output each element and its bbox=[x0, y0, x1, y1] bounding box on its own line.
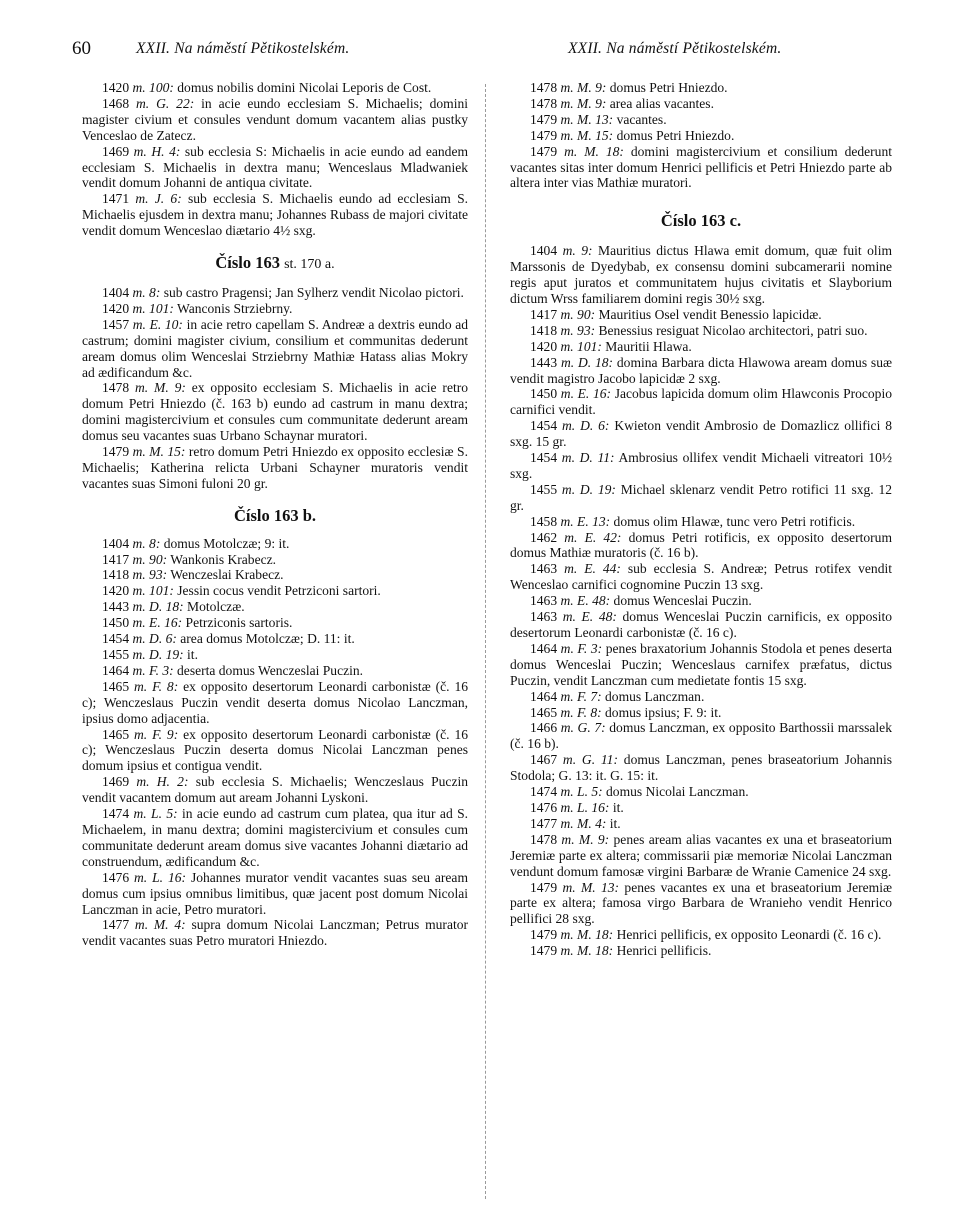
entry-year: 1464 bbox=[530, 640, 558, 656]
entry-reference: m. F. 7: bbox=[560, 688, 602, 704]
record-entry bbox=[82, 552, 468, 568]
entry-year: 1463 bbox=[530, 593, 558, 609]
entry-year: 1454 bbox=[530, 418, 558, 434]
entry-year: 1478 bbox=[530, 831, 558, 847]
entry-reference: m. M. 15: bbox=[560, 127, 614, 143]
entry-year: 1420 bbox=[102, 80, 130, 95]
entry-reference: m. E. 48: bbox=[562, 609, 617, 625]
entry-reference: m. D. 19: bbox=[132, 647, 184, 662]
entry-year: 1465 bbox=[102, 726, 130, 742]
entry-text: ex opposito desertorum Leonardi carbonistæ (č. 16 c); Wenczeslaus Puczin vendit deserta domus Nicolao Lanczman, ipsius domo adjacentia. bbox=[82, 678, 469, 726]
page-number: 60 bbox=[72, 38, 91, 59]
entry-year: 1479 bbox=[530, 879, 558, 895]
entry-year: 1457 bbox=[102, 316, 130, 332]
entry-text: Jessin cocus vendit Petrziconi sartori. bbox=[177, 583, 381, 599]
record-entry bbox=[82, 96, 468, 144]
record-entry bbox=[82, 774, 468, 806]
entry-text: ex opposito desertorum Leonardi carbonistæ (č. 16 c); Wenczeslaus Puczin deserta domus Nicolai Lanczman penes domum ipsius et contigua vendit. bbox=[82, 726, 469, 774]
entry-reference: m. D. 18: bbox=[132, 599, 184, 615]
entry-group bbox=[82, 80, 468, 239]
entry-reference: m. M. 9: bbox=[560, 95, 607, 111]
entry-reference: m. L. 5: bbox=[560, 784, 603, 800]
record-entry bbox=[82, 583, 468, 599]
entry-text: domus Motolczæ; 9: it. bbox=[163, 535, 290, 551]
record-entry bbox=[510, 561, 892, 593]
entry-reference: m. F. 8: bbox=[560, 704, 602, 720]
entry-text: deserta domus Wenczeslai Puczin. bbox=[177, 662, 364, 678]
record-entry bbox=[82, 806, 468, 870]
entry-text: Benessius resiguat Nicolao architectori, patri suo. bbox=[598, 322, 868, 338]
entry-text: Mauritius dictus Hlawa emit domum, quæ fuit olim Marssonis de Dyedybab, ex consensu domini subcamerarii nomine regis aput juratos et communitatem hujus civitatis et Slayborium dictum Wrss familiarem domini regis 30½ sxg. bbox=[510, 243, 892, 306]
entry-reference: m. E. 16: bbox=[132, 615, 183, 631]
entry-text: vacantes. bbox=[616, 111, 667, 127]
entry-reference: m. M. 18: bbox=[560, 943, 614, 959]
entry-year: 1474 bbox=[530, 784, 558, 800]
entry-reference: m. F. 8: bbox=[134, 678, 179, 694]
running-title-left: XXII. Na náměstí Pětikostelském. bbox=[136, 40, 350, 57]
record-entry bbox=[510, 927, 892, 943]
entry-reference: m. 101: bbox=[132, 300, 174, 316]
entry-reference: m. M. 13: bbox=[560, 111, 614, 127]
record-entry bbox=[82, 599, 468, 615]
entry-reference: m. F. 3: bbox=[132, 662, 174, 678]
right-column bbox=[510, 80, 892, 959]
entry-reference: m. 90: bbox=[560, 306, 596, 322]
record-entry bbox=[82, 663, 468, 679]
heading-sub: st. 170 a. bbox=[284, 257, 335, 273]
entry-year: 1450 bbox=[102, 615, 130, 631]
entry-text: domus Wenceslai Puczin. bbox=[613, 593, 752, 609]
entry-year: 1462 bbox=[530, 529, 558, 545]
entry-text: Johannes murator vendit vacantes suas seu aream domus cum ipsius omnibus limitibus, quæ jacent post domum Nicolai Lanczman in acie, Petro muratori. bbox=[82, 869, 468, 917]
entry-text: ex opposito ecclesiam S. Michaelis in acie retro domum Petri Hniezdo (č. 163 b) eundo ad castrum in manu dextra; domini magistercivium et consules cum communitate dederunt aream domus seu vacantes suas Urbano Schaynar muratori. bbox=[82, 380, 469, 444]
record-entry bbox=[82, 917, 468, 949]
entry-text: it. bbox=[609, 815, 621, 831]
record-entry bbox=[510, 307, 892, 323]
entry-year: 1454 bbox=[530, 450, 558, 466]
entry-year: 1471 bbox=[102, 191, 130, 207]
record-entry bbox=[82, 870, 468, 918]
entry-text: sub castro Pragensi; Jan Sylherz vendit Nicolao pictori. bbox=[163, 284, 464, 300]
heading-main: Číslo 163 c. bbox=[660, 211, 742, 231]
record-entry bbox=[82, 191, 468, 239]
entry-reference: m. H. 2: bbox=[136, 774, 189, 790]
entry-text: supra domum Nicolai Lanczman; Petrus murator vendit vacantes suas Petro muratori Hniezdo. bbox=[82, 917, 469, 949]
record-entry bbox=[510, 418, 892, 450]
entry-group bbox=[510, 80, 892, 191]
entry-text: domina Barbara dicta Hlawowa aream domus suæ vendit magistro Jacobo lapicidæ 2 sxg. bbox=[510, 354, 893, 386]
entry-reference: m. 101: bbox=[132, 583, 174, 599]
entry-text: Jacobus lapicida domum olim Hlawconis Procopio carnifici vendit. bbox=[510, 386, 892, 418]
entry-text: domus Lanczman, ex opposito Barthossii marssalek (č. 16 b). bbox=[510, 720, 892, 752]
record-entry bbox=[510, 144, 892, 192]
record-entry bbox=[510, 880, 892, 928]
entry-year: 1417 bbox=[530, 306, 558, 322]
entry-text: sub ecclesia S: Michaelis in acie eundo ad eandem ecclesiam S. Michaelis in dextra manu; Wenceslaus Mladwaniek vendit domum Johanni de antiqua civitate. bbox=[82, 143, 468, 191]
entry-text: Henrici pellificis. bbox=[616, 943, 712, 959]
entry-text: in acie eundo ad castrum cum platea, qua itur ad S. Michaelem, in manu dextra; domini magistercivium et consules cum communitate dederunt aream domus sive vacantes Johanni diætario ad construendum, ædificandum &c. bbox=[82, 806, 469, 869]
section-heading-163b bbox=[82, 505, 468, 525]
entry-year: 1474 bbox=[102, 806, 130, 822]
section-heading-163c bbox=[510, 213, 892, 229]
entry-year: 1463 bbox=[530, 609, 558, 625]
entry-reference: m. L. 16: bbox=[560, 799, 610, 815]
entry-reference: m. D. 6: bbox=[132, 631, 177, 647]
entry-reference: m. M. 15: bbox=[132, 444, 186, 460]
entry-text: Wankonis Krabecz. bbox=[170, 551, 277, 567]
entry-year: 1418 bbox=[530, 322, 558, 338]
record-entry bbox=[510, 80, 892, 96]
record-entry bbox=[510, 482, 892, 514]
entry-reference: m. 8: bbox=[132, 535, 161, 551]
entry-reference: m. E. 16: bbox=[560, 386, 612, 402]
record-entry bbox=[510, 386, 892, 418]
entry-year: 1443 bbox=[530, 354, 558, 370]
entry-group bbox=[82, 536, 468, 950]
record-entry bbox=[510, 832, 892, 880]
record-entry bbox=[510, 816, 892, 832]
entry-text: domus Wenceslai Puczin carnificis, ex opposito desertorum Leonardi carbonistæ (č. 16 c). bbox=[510, 609, 892, 640]
record-entry bbox=[82, 444, 468, 492]
entry-text: it. bbox=[187, 647, 198, 662]
entry-reference: m. M. 9: bbox=[561, 831, 610, 847]
entry-text: domus ipsius; F. 9: it. bbox=[605, 704, 722, 720]
entry-text: domus nobilis domini Nicolai Leporis de Cost. bbox=[177, 80, 432, 95]
record-entry bbox=[510, 339, 892, 355]
entry-reference: m. L. 16: bbox=[134, 869, 187, 885]
entry-reference: m. M. 18: bbox=[564, 143, 624, 159]
record-entry bbox=[510, 96, 892, 112]
entry-group bbox=[82, 285, 468, 492]
entry-reference: m. F. 9: bbox=[134, 726, 179, 742]
entry-reference: m. E. 10: bbox=[132, 316, 183, 332]
entry-text: sub ecclesia S. Andreæ; Petrus rotifex vendit Wenceslao carnifici cognomine Puczin 13 sxg. bbox=[510, 561, 892, 593]
column-divider bbox=[485, 84, 486, 1199]
entry-year: 1464 bbox=[530, 688, 558, 704]
entry-text: Mauritii Hlawa. bbox=[605, 338, 692, 354]
entry-text: penes braxatorium Johannis Stodola et penes deserta domus Wenceslai Puczin; Wenceslaus carnifex præfatus, dictus Puczin, vendit Lanczman cum medietate fontis 15 sxg. bbox=[510, 640, 893, 688]
record-entry bbox=[82, 631, 468, 647]
entry-text: sub ecclesia S. Michaelis eundo ad ecclesiam S. Michaelis ejusdem in dextra manu; Johannes Rubass de majori civitate vendit domum Wenceslao diætario 4½ sxg. bbox=[82, 191, 469, 239]
running-title-right: XXII. Na náměstí Pětikostelském. bbox=[568, 40, 782, 57]
record-entry bbox=[82, 727, 468, 775]
entry-year: 1455 bbox=[102, 647, 130, 662]
entry-year: 1476 bbox=[102, 869, 130, 885]
entry-reference: m. D. 18: bbox=[560, 354, 614, 370]
entry-year: 1443 bbox=[102, 599, 130, 615]
entry-year: 1465 bbox=[530, 704, 558, 720]
entry-reference: m. D. 19: bbox=[561, 481, 616, 497]
entry-year: 1420 bbox=[530, 338, 558, 354]
record-entry bbox=[82, 144, 468, 192]
entry-year: 1478 bbox=[530, 80, 558, 95]
record-entry bbox=[510, 752, 892, 784]
entry-year: 1420 bbox=[102, 583, 130, 599]
entry-year: 1417 bbox=[102, 551, 130, 567]
entry-reference: m. E. 42: bbox=[564, 529, 622, 545]
entry-reference: m. M. 9: bbox=[560, 80, 607, 95]
entry-year: 1458 bbox=[530, 513, 558, 529]
entry-year: 1469 bbox=[102, 774, 130, 790]
entry-year: 1455 bbox=[530, 481, 558, 497]
record-entry bbox=[82, 285, 468, 301]
entry-year: 1479 bbox=[530, 127, 558, 143]
entry-text: domini magistercivium et consilium dederunt vacantes sitas inter domum Henrici pellificis et Petri Hniezdo parte ab altera inter vias Mathiæ muratori. bbox=[510, 143, 892, 191]
entry-reference: m. D. 6: bbox=[562, 418, 610, 434]
record-entry bbox=[510, 593, 892, 609]
record-entry bbox=[82, 317, 468, 381]
entry-year: 1468 bbox=[102, 95, 130, 111]
record-entry bbox=[510, 514, 892, 530]
entry-year: 1478 bbox=[102, 380, 130, 396]
record-entry bbox=[82, 380, 468, 444]
entry-year: 1469 bbox=[102, 143, 130, 159]
entry-text: Henrici pellificis, ex opposito Leonardi (č. 16 c). bbox=[616, 927, 882, 943]
entry-reference: m. F. 3: bbox=[560, 640, 603, 656]
entry-text: domus Lanczman. bbox=[605, 688, 705, 704]
entry-year: 1464 bbox=[102, 662, 130, 678]
record-entry bbox=[82, 80, 468, 96]
entry-year: 1467 bbox=[530, 752, 558, 768]
record-entry bbox=[510, 641, 892, 689]
entry-text: penes vacantes ex una et braseatorium Jeremiæ parte ex altera; famosa virgo Barbara de Wranieho vendit Henrico pellifici 28 sxg. bbox=[510, 879, 892, 927]
record-entry bbox=[82, 301, 468, 317]
entry-reference: m. M. 18: bbox=[560, 927, 614, 943]
entry-text: domus Nicolai Lanczman. bbox=[606, 784, 749, 800]
entry-reference: m. 93: bbox=[132, 567, 168, 583]
entry-text: in acie retro capellam S. Andreæ a dextris eundo ad castrum; domini magister civium, consilium et communitas dederunt aream domus olim Wenceslai Strziebrny Mathiæ Hatass alias Mokry ad ædificandum &c. bbox=[82, 316, 469, 380]
entry-reference: m. E. 44: bbox=[564, 561, 621, 577]
entry-text: Ambrosius ollifex vendit Michaeli vitreatori 10½ sxg. bbox=[510, 450, 893, 481]
record-entry bbox=[510, 450, 892, 482]
heading-main: Číslo 163 b. bbox=[233, 505, 317, 525]
record-entry bbox=[82, 679, 468, 727]
entry-year: 1478 bbox=[530, 95, 558, 111]
entry-text: Wenczeslai Krabecz. bbox=[170, 567, 284, 583]
entry-reference: m. E. 13: bbox=[560, 513, 611, 529]
entry-year: 1479 bbox=[530, 943, 558, 959]
entry-text: penes aream alias vacantes ex una et braseatorium Jeremiæ parte ex altera; commissarii piæ memoriæ Nicolai Lanczman vendunt domum famosæ virgini Barbaræ de Wranie Camenice 24 sxg. bbox=[510, 831, 893, 879]
entry-text: area alias vacantes. bbox=[609, 95, 714, 111]
record-entry bbox=[510, 112, 892, 128]
entry-group bbox=[510, 243, 892, 959]
entry-reference: m. G. 22: bbox=[136, 95, 195, 111]
entry-reference: m. 8: bbox=[132, 284, 161, 300]
record-entry bbox=[510, 530, 892, 562]
entry-text: area domus Motolczæ; D. 11: it. bbox=[180, 631, 355, 647]
entry-year: 1477 bbox=[530, 815, 558, 831]
entry-year: 1479 bbox=[530, 143, 558, 159]
entry-reference: m. J. 6: bbox=[135, 191, 182, 207]
entry-text: domus olim Hlawæ, tunc vero Petri rotificis. bbox=[613, 513, 856, 529]
record-entry bbox=[510, 705, 892, 721]
entry-text: sub ecclesia S. Michaelis; Wenczeslaus Puczin vendit vacantem domum aut aream Johanni Lyskoni. bbox=[82, 774, 468, 806]
entry-reference: m. 90: bbox=[132, 551, 168, 567]
record-entry bbox=[510, 800, 892, 816]
entry-reference: m. 100: bbox=[132, 80, 174, 95]
entry-year: 1404 bbox=[102, 284, 130, 300]
section-heading-163a bbox=[82, 255, 468, 273]
record-entry bbox=[510, 243, 892, 307]
record-entry bbox=[510, 720, 892, 752]
entry-reference: m. G. 11: bbox=[562, 752, 618, 768]
record-entry bbox=[510, 943, 892, 959]
entry-year: 1479 bbox=[530, 927, 558, 943]
record-entry bbox=[510, 128, 892, 144]
entry-text: Motolczæ. bbox=[187, 599, 245, 615]
entry-text: it. bbox=[612, 799, 624, 815]
entry-year: 1404 bbox=[102, 535, 130, 551]
entry-year: 1454 bbox=[102, 631, 130, 647]
entry-year: 1477 bbox=[102, 917, 130, 933]
entry-year: 1404 bbox=[530, 243, 558, 259]
entry-text: Petrziconis sartoris. bbox=[185, 615, 293, 631]
entry-text: domus Lanczman, penes braseatorium Johannis Stodola; G. 13: it. G. 15: it. bbox=[510, 752, 892, 784]
entry-reference: m. M. 4: bbox=[560, 815, 607, 831]
entry-reference: m. D. 11: bbox=[561, 450, 615, 466]
left-column bbox=[82, 80, 468, 949]
record-entry bbox=[510, 609, 892, 641]
entry-year: 1466 bbox=[530, 720, 558, 736]
entry-year: 1450 bbox=[530, 386, 558, 402]
entry-text: Michael sklenarz vendit Petro rotifici 11 sxg. 12 gr. bbox=[510, 481, 893, 513]
entry-text: in acie eundo ecclesiam S. Michaelis; domini magister civium et consules vendunt domum vacantem alias pustky Venceslao de Zatecz. bbox=[82, 95, 468, 143]
record-entry bbox=[82, 647, 468, 663]
entry-text: Kwieton vendit Ambrosio de Domazlicz ollifici 8 sxg. 15 gr. bbox=[510, 418, 893, 450]
entry-year: 1476 bbox=[530, 799, 558, 815]
entry-text: Wanconis Strziebrny. bbox=[177, 300, 293, 316]
record-entry bbox=[510, 323, 892, 339]
record-entry bbox=[510, 689, 892, 705]
entry-reference: m. 101: bbox=[560, 338, 602, 354]
entry-reference: m. 93: bbox=[560, 322, 596, 338]
record-entry bbox=[82, 536, 468, 552]
entry-reference: m. L. 5: bbox=[133, 806, 178, 822]
entry-year: 1420 bbox=[102, 300, 130, 316]
heading-main: Číslo 163 bbox=[215, 253, 280, 273]
entry-year: 1465 bbox=[102, 678, 130, 694]
entry-reference: m. H. 4: bbox=[133, 143, 181, 159]
entry-year: 1479 bbox=[530, 111, 558, 127]
entry-reference: m. M. 9: bbox=[134, 380, 186, 396]
entry-text: Mauritius Osel vendit Benessio lapicidæ. bbox=[598, 306, 822, 322]
page-header bbox=[0, 34, 960, 62]
entry-text: domus Petri rotificis, ex opposito desertorum domus Mathiæ muratoris (č. 16 b). bbox=[510, 529, 892, 561]
entry-year: 1463 bbox=[530, 561, 558, 577]
entry-year: 1479 bbox=[102, 444, 130, 460]
record-entry bbox=[82, 615, 468, 631]
record-entry bbox=[510, 355, 892, 387]
entry-text: domus Petri Hniezdo. bbox=[609, 80, 728, 95]
entry-reference: m. E. 48: bbox=[560, 593, 611, 609]
record-entry bbox=[510, 784, 892, 800]
entry-text: retro domum Petri Hniezdo ex opposito ecclesiæ S. Michaelis; Katherina relicta Urbani Schayner muratoris vendit vacantes suas Simoni fuloni 20 gr. bbox=[82, 444, 468, 491]
entry-reference: m. G. 7: bbox=[560, 720, 606, 736]
entry-reference: m. M. 13: bbox=[562, 879, 620, 895]
entry-reference: m. M. 4: bbox=[134, 917, 186, 933]
entry-reference: m. 9: bbox=[562, 243, 593, 259]
entry-year: 1418 bbox=[102, 567, 130, 583]
record-entry bbox=[82, 567, 468, 583]
entry-text: domus Petri Hniezdo. bbox=[616, 127, 735, 143]
